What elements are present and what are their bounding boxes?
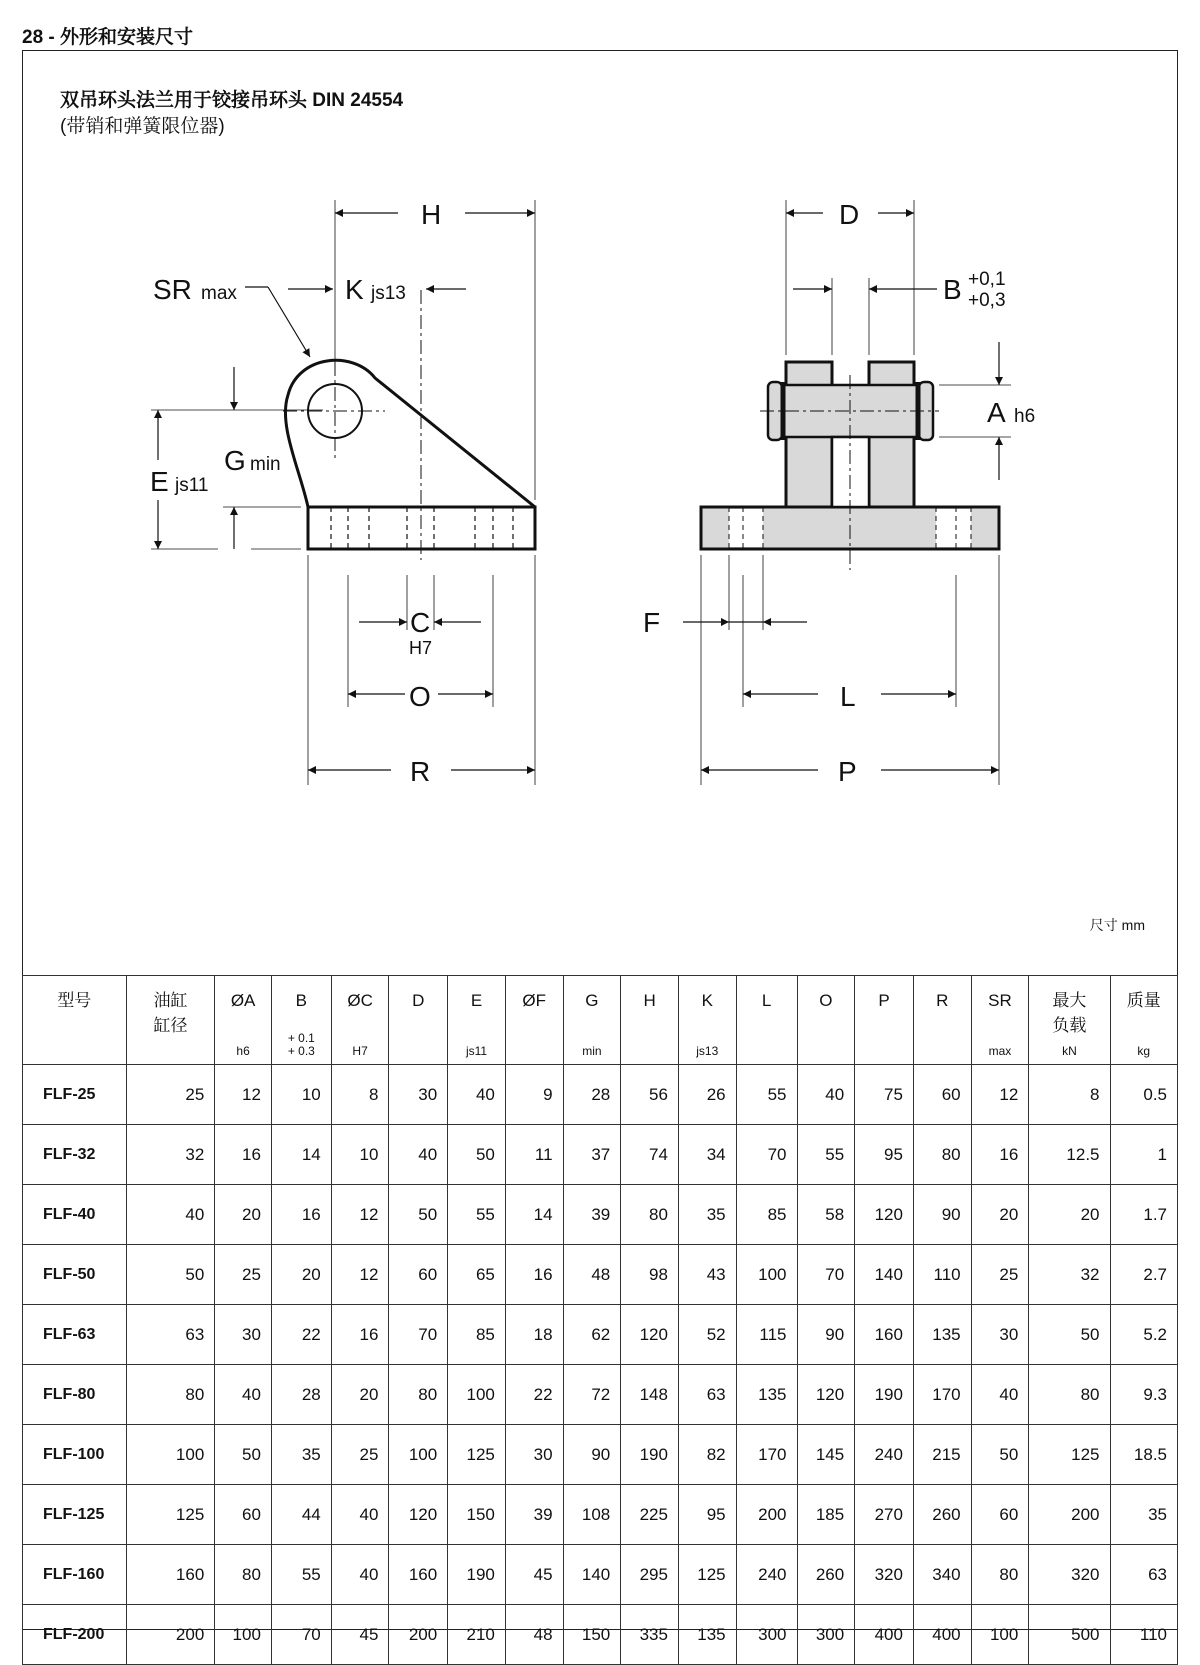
table-cell: 240 [855, 1425, 914, 1485]
table-cell: 80 [1029, 1365, 1110, 1425]
column-header [855, 976, 914, 1065]
column-header-label: P [878, 991, 890, 1010]
table-cell: 90 [797, 1305, 855, 1365]
table-cell: 32 [126, 1125, 215, 1185]
label-b: B [943, 274, 962, 305]
table-cell: 40 [331, 1545, 389, 1605]
column-header [971, 976, 1029, 1065]
table-row [23, 1545, 1178, 1605]
column-header-sub: kg [1137, 1044, 1151, 1058]
table-cell: 50 [215, 1425, 272, 1485]
column-header-sub: js13 [696, 1044, 719, 1058]
table-cell: 48 [505, 1605, 563, 1665]
table-row [23, 1125, 1178, 1185]
table-cell: 160 [389, 1545, 448, 1605]
table-cell: 62 [563, 1305, 621, 1365]
table-cell: 70 [797, 1245, 855, 1305]
table-cell: 320 [855, 1545, 914, 1605]
table-cell: 40 [215, 1365, 272, 1425]
table-row [23, 1425, 1178, 1485]
table-cell: 12 [971, 1065, 1029, 1125]
column-header [271, 976, 331, 1065]
table-cell: 55 [448, 1185, 506, 1245]
label-a: A [987, 397, 1006, 428]
table-cell: 300 [736, 1605, 797, 1665]
table-cell: 16 [215, 1125, 272, 1185]
table-cell: 52 [678, 1305, 736, 1365]
table-cell: 60 [215, 1485, 272, 1545]
column-header-sub: + 0.1 + 0.3 [287, 1031, 315, 1058]
table-cell: 39 [563, 1185, 621, 1245]
label-h: H [421, 199, 442, 230]
table-cell: 25 [126, 1065, 215, 1125]
column-header [1029, 976, 1110, 1065]
table-cell: 140 [563, 1545, 621, 1605]
table-cell: 260 [913, 1485, 971, 1545]
table-cell: 100 [448, 1365, 506, 1425]
table-cell: 32 [1029, 1245, 1110, 1305]
column-header-sub: H7 [352, 1044, 368, 1058]
table-cell: 340 [913, 1545, 971, 1605]
table-cell: 70 [271, 1605, 331, 1665]
page-header: 28 - 外形和安装尺寸 [22, 27, 194, 48]
table-cell: 45 [505, 1545, 563, 1605]
table-cell: 20 [271, 1245, 331, 1305]
table-row [23, 1605, 1178, 1665]
table-cell: 1 [1110, 1125, 1177, 1185]
table-cell: 125 [448, 1425, 506, 1485]
column-header-label: 最大 负载 [1052, 991, 1087, 1035]
table-cell: 85 [736, 1185, 797, 1245]
table-cell: 190 [448, 1545, 506, 1605]
column-header [448, 976, 506, 1065]
label-e: E [150, 466, 169, 497]
label-b-lower: +0,3 [968, 290, 1006, 311]
table-cell: 320 [1029, 1545, 1110, 1605]
table-cell: 34 [678, 1125, 736, 1185]
table-cell: 40 [389, 1125, 448, 1185]
table-cell: 100 [736, 1245, 797, 1305]
table-cell: 63 [1110, 1545, 1177, 1605]
table-cell: 25 [215, 1245, 272, 1305]
label-k-sub: js13 [371, 283, 406, 304]
table-cell: 63 [678, 1365, 736, 1425]
table-cell: 100 [215, 1605, 272, 1665]
table-cell: 63 [126, 1305, 215, 1365]
column-header [797, 976, 855, 1065]
label-sr-sub: max [201, 283, 237, 304]
table-cell: 20 [215, 1185, 272, 1245]
table-cell: 50 [1029, 1305, 1110, 1365]
table-cell: 20 [331, 1365, 389, 1425]
table-cell: 40 [126, 1185, 215, 1245]
table-cell: 65 [448, 1245, 506, 1305]
table-cell: 225 [621, 1485, 679, 1545]
table-cell: 56 [621, 1065, 679, 1125]
table-cell: 35 [1110, 1485, 1177, 1545]
label-c-sub: H7 [409, 638, 433, 658]
column-header-label: 质量 [1126, 991, 1161, 1010]
table-cell: 16 [271, 1185, 331, 1245]
table-cell: 500 [1029, 1605, 1110, 1665]
table-cell: 50 [971, 1425, 1029, 1485]
table-cell: 150 [448, 1485, 506, 1545]
table-cell: 70 [736, 1125, 797, 1185]
table-cell: 95 [678, 1485, 736, 1545]
model-cell: FLF-125 [23, 1485, 127, 1545]
column-header [126, 976, 215, 1065]
table-cell: 95 [855, 1125, 914, 1185]
table-cell: 100 [389, 1425, 448, 1485]
column-header [1110, 976, 1177, 1065]
label-sr: SR [153, 274, 192, 305]
table-body [23, 1065, 1178, 1665]
table-cell: 40 [448, 1065, 506, 1125]
table-cell: 12.5 [1029, 1125, 1110, 1185]
column-header [389, 976, 448, 1065]
table-cell: 70 [389, 1305, 448, 1365]
label-p: P [838, 756, 857, 787]
table-cell: 26 [678, 1065, 736, 1125]
table-cell: 30 [971, 1305, 1029, 1365]
table-cell: 60 [971, 1485, 1029, 1545]
table-cell: 8 [1029, 1065, 1110, 1125]
table-cell: 135 [913, 1305, 971, 1365]
table-cell: 25 [331, 1425, 389, 1485]
label-c: C [410, 607, 431, 638]
label-f: F [643, 607, 661, 638]
column-header-label: ØC [347, 991, 373, 1010]
label-r: R [410, 756, 431, 787]
table-cell: 60 [913, 1065, 971, 1125]
table-cell: 120 [797, 1365, 855, 1425]
column-header-label: 油缸 缸径 [153, 991, 188, 1035]
label-a-sub: h6 [1014, 406, 1036, 427]
table-cell: 300 [797, 1605, 855, 1665]
label-d: D [839, 199, 860, 230]
column-header-label: E [470, 991, 483, 1010]
table-cell: 2.7 [1110, 1245, 1177, 1305]
model-cell: FLF-40 [23, 1185, 127, 1245]
table-cell: 295 [621, 1545, 679, 1605]
table-cell: 80 [913, 1125, 971, 1185]
table-cell: 400 [913, 1605, 971, 1665]
table-header-row [23, 976, 1178, 1065]
table-cell: 40 [797, 1065, 855, 1125]
model-cell: FLF-200 [23, 1605, 127, 1665]
table-cell: 39 [505, 1485, 563, 1545]
column-header [215, 976, 272, 1065]
column-header-label: SR [988, 991, 1012, 1010]
table-cell: 135 [736, 1365, 797, 1425]
table-cell: 135 [678, 1605, 736, 1665]
table-cell: 80 [389, 1365, 448, 1425]
table-cell: 35 [271, 1425, 331, 1485]
column-header-sub: js11 [465, 1044, 488, 1058]
table-cell: 50 [126, 1245, 215, 1305]
drawing-title: 双吊环头法兰用于铰接吊环头 DIN 24554 [60, 90, 404, 111]
table-cell: 90 [913, 1185, 971, 1245]
table-cell: 120 [855, 1185, 914, 1245]
table-cell: 44 [271, 1485, 331, 1545]
table-cell: 72 [563, 1365, 621, 1425]
table-cell: 125 [1029, 1425, 1110, 1485]
table-cell: 200 [736, 1485, 797, 1545]
table-cell: 210 [448, 1605, 506, 1665]
table-cell: 120 [389, 1485, 448, 1545]
column-header-label: R [936, 991, 949, 1010]
table-cell: 30 [505, 1425, 563, 1485]
table-cell: 110 [913, 1245, 971, 1305]
unit-note: 尺寸 mm [1089, 917, 1145, 933]
table-cell: 1.7 [1110, 1185, 1177, 1245]
table-cell: 190 [855, 1365, 914, 1425]
table-cell: 190 [621, 1425, 679, 1485]
table-cell: 98 [621, 1245, 679, 1305]
table-cell: 100 [126, 1425, 215, 1485]
technical-drawing [23, 150, 1177, 830]
table-cell: 215 [913, 1425, 971, 1485]
table-cell: 100 [971, 1605, 1029, 1665]
model-cell: FLF-160 [23, 1545, 127, 1605]
column-header [913, 976, 971, 1065]
table-row [23, 1485, 1178, 1545]
table-cell: 16 [331, 1305, 389, 1365]
table-row [23, 1065, 1178, 1125]
column-header [621, 976, 679, 1065]
table-cell: 160 [855, 1305, 914, 1365]
table-cell: 148 [621, 1365, 679, 1425]
table-cell: 82 [678, 1425, 736, 1485]
table-cell: 80 [971, 1545, 1029, 1605]
table-cell: 10 [331, 1125, 389, 1185]
table-row [23, 1245, 1178, 1305]
table-cell: 85 [448, 1305, 506, 1365]
table-cell: 12 [215, 1065, 272, 1125]
label-g-sub: min [250, 454, 281, 475]
table-cell: 16 [505, 1245, 563, 1305]
column-header [505, 976, 563, 1065]
column-header [678, 976, 736, 1065]
column-header-label: ØF [522, 991, 547, 1010]
model-cell: FLF-80 [23, 1365, 127, 1425]
table-cell: 20 [1029, 1185, 1110, 1245]
table-cell: 200 [126, 1605, 215, 1665]
model-cell: FLF-32 [23, 1125, 127, 1185]
column-header-sub: max [988, 1044, 1012, 1058]
table-row [23, 1305, 1178, 1365]
table-cell: 55 [271, 1545, 331, 1605]
table-cell: 140 [855, 1245, 914, 1305]
table-cell: 14 [271, 1125, 331, 1185]
table-cell: 80 [621, 1185, 679, 1245]
table-cell: 14 [505, 1185, 563, 1245]
table-row [23, 1185, 1178, 1245]
column-header-label: G [585, 991, 599, 1010]
table-cell: 30 [215, 1305, 272, 1365]
table-cell: 200 [389, 1605, 448, 1665]
table-cell: 40 [331, 1485, 389, 1545]
column-header [563, 976, 621, 1065]
dimensions-table [22, 975, 1178, 1665]
column-header [23, 976, 127, 1065]
column-header-sub: h6 [236, 1044, 250, 1058]
table-cell: 37 [563, 1125, 621, 1185]
model-cell: FLF-63 [23, 1305, 127, 1365]
table-cell: 45 [331, 1605, 389, 1665]
table-cell: 10 [271, 1065, 331, 1125]
label-g: G [224, 445, 246, 476]
table-cell: 28 [563, 1065, 621, 1125]
table-cell: 35 [678, 1185, 736, 1245]
table-cell: 25 [971, 1245, 1029, 1305]
table-cell: 28 [271, 1365, 331, 1425]
table-cell: 200 [1029, 1485, 1110, 1545]
table-cell: 43 [678, 1245, 736, 1305]
table-cell: 170 [913, 1365, 971, 1425]
table-cell: 9.3 [1110, 1365, 1177, 1425]
label-o: O [409, 681, 431, 712]
table-cell: 12 [331, 1185, 389, 1245]
table-cell: 90 [563, 1425, 621, 1485]
label-b-upper: +0,1 [968, 269, 1006, 290]
column-header-label: ØA [230, 991, 256, 1010]
table-cell: 0.5 [1110, 1065, 1177, 1125]
column-header [736, 976, 797, 1065]
table-cell: 110 [1110, 1605, 1177, 1665]
column-header [331, 976, 389, 1065]
table-cell: 335 [621, 1605, 679, 1665]
column-header-sub: kN [1062, 1044, 1077, 1058]
table-cell: 260 [797, 1545, 855, 1605]
table-cell: 185 [797, 1485, 855, 1545]
table-cell: 115 [736, 1305, 797, 1365]
table-cell: 400 [855, 1605, 914, 1665]
table-cell: 145 [797, 1425, 855, 1485]
table-cell: 60 [389, 1245, 448, 1305]
table-cell: 108 [563, 1485, 621, 1545]
model-cell: FLF-100 [23, 1425, 127, 1485]
table-cell: 12 [331, 1245, 389, 1305]
label-e-sub: js11 [175, 475, 209, 496]
table-cell: 55 [797, 1125, 855, 1185]
table-cell: 120 [621, 1305, 679, 1365]
table-cell: 240 [736, 1545, 797, 1605]
table-cell: 170 [736, 1425, 797, 1485]
column-header-label: K [701, 991, 713, 1010]
table-cell: 5.2 [1110, 1305, 1177, 1365]
table-cell: 18 [505, 1305, 563, 1365]
label-l: L [840, 681, 856, 712]
column-header-label: B [295, 991, 307, 1010]
table-cell: 8 [331, 1065, 389, 1125]
table-cell: 58 [797, 1185, 855, 1245]
table-cell: 150 [563, 1605, 621, 1665]
drawing-subtitle: (带销和弹簧限位器) [60, 116, 225, 137]
column-header-label: L [761, 991, 772, 1010]
table-cell: 75 [855, 1065, 914, 1125]
table-cell: 22 [271, 1305, 331, 1365]
table-row [23, 1365, 1178, 1425]
column-header-sub: min [582, 1044, 602, 1058]
table-cell: 160 [126, 1545, 215, 1605]
table-cell: 270 [855, 1485, 914, 1545]
table-cell: 11 [505, 1125, 563, 1185]
table-cell: 48 [563, 1245, 621, 1305]
table-cell: 80 [215, 1545, 272, 1605]
table-cell: 125 [678, 1545, 736, 1605]
model-cell: FLF-25 [23, 1065, 127, 1125]
column-header-label: D [412, 991, 425, 1010]
table-cell: 80 [126, 1365, 215, 1425]
table-cell: 50 [389, 1185, 448, 1245]
model-cell: FLF-50 [23, 1245, 127, 1305]
table-cell: 50 [448, 1125, 506, 1185]
table-cell: 9 [505, 1065, 563, 1125]
table-cell: 22 [505, 1365, 563, 1425]
table-cell: 74 [621, 1125, 679, 1185]
column-header-label: H [643, 991, 656, 1010]
table-cell: 16 [971, 1125, 1029, 1185]
table-cell: 30 [389, 1065, 448, 1125]
table-cell: 18.5 [1110, 1425, 1177, 1485]
column-header-label: 型号 [57, 991, 92, 1010]
table-cell: 55 [736, 1065, 797, 1125]
table-cell: 125 [126, 1485, 215, 1545]
column-header-label: O [819, 991, 833, 1010]
table-cell: 20 [971, 1185, 1029, 1245]
label-k: K [345, 274, 364, 305]
table-cell: 40 [971, 1365, 1029, 1425]
